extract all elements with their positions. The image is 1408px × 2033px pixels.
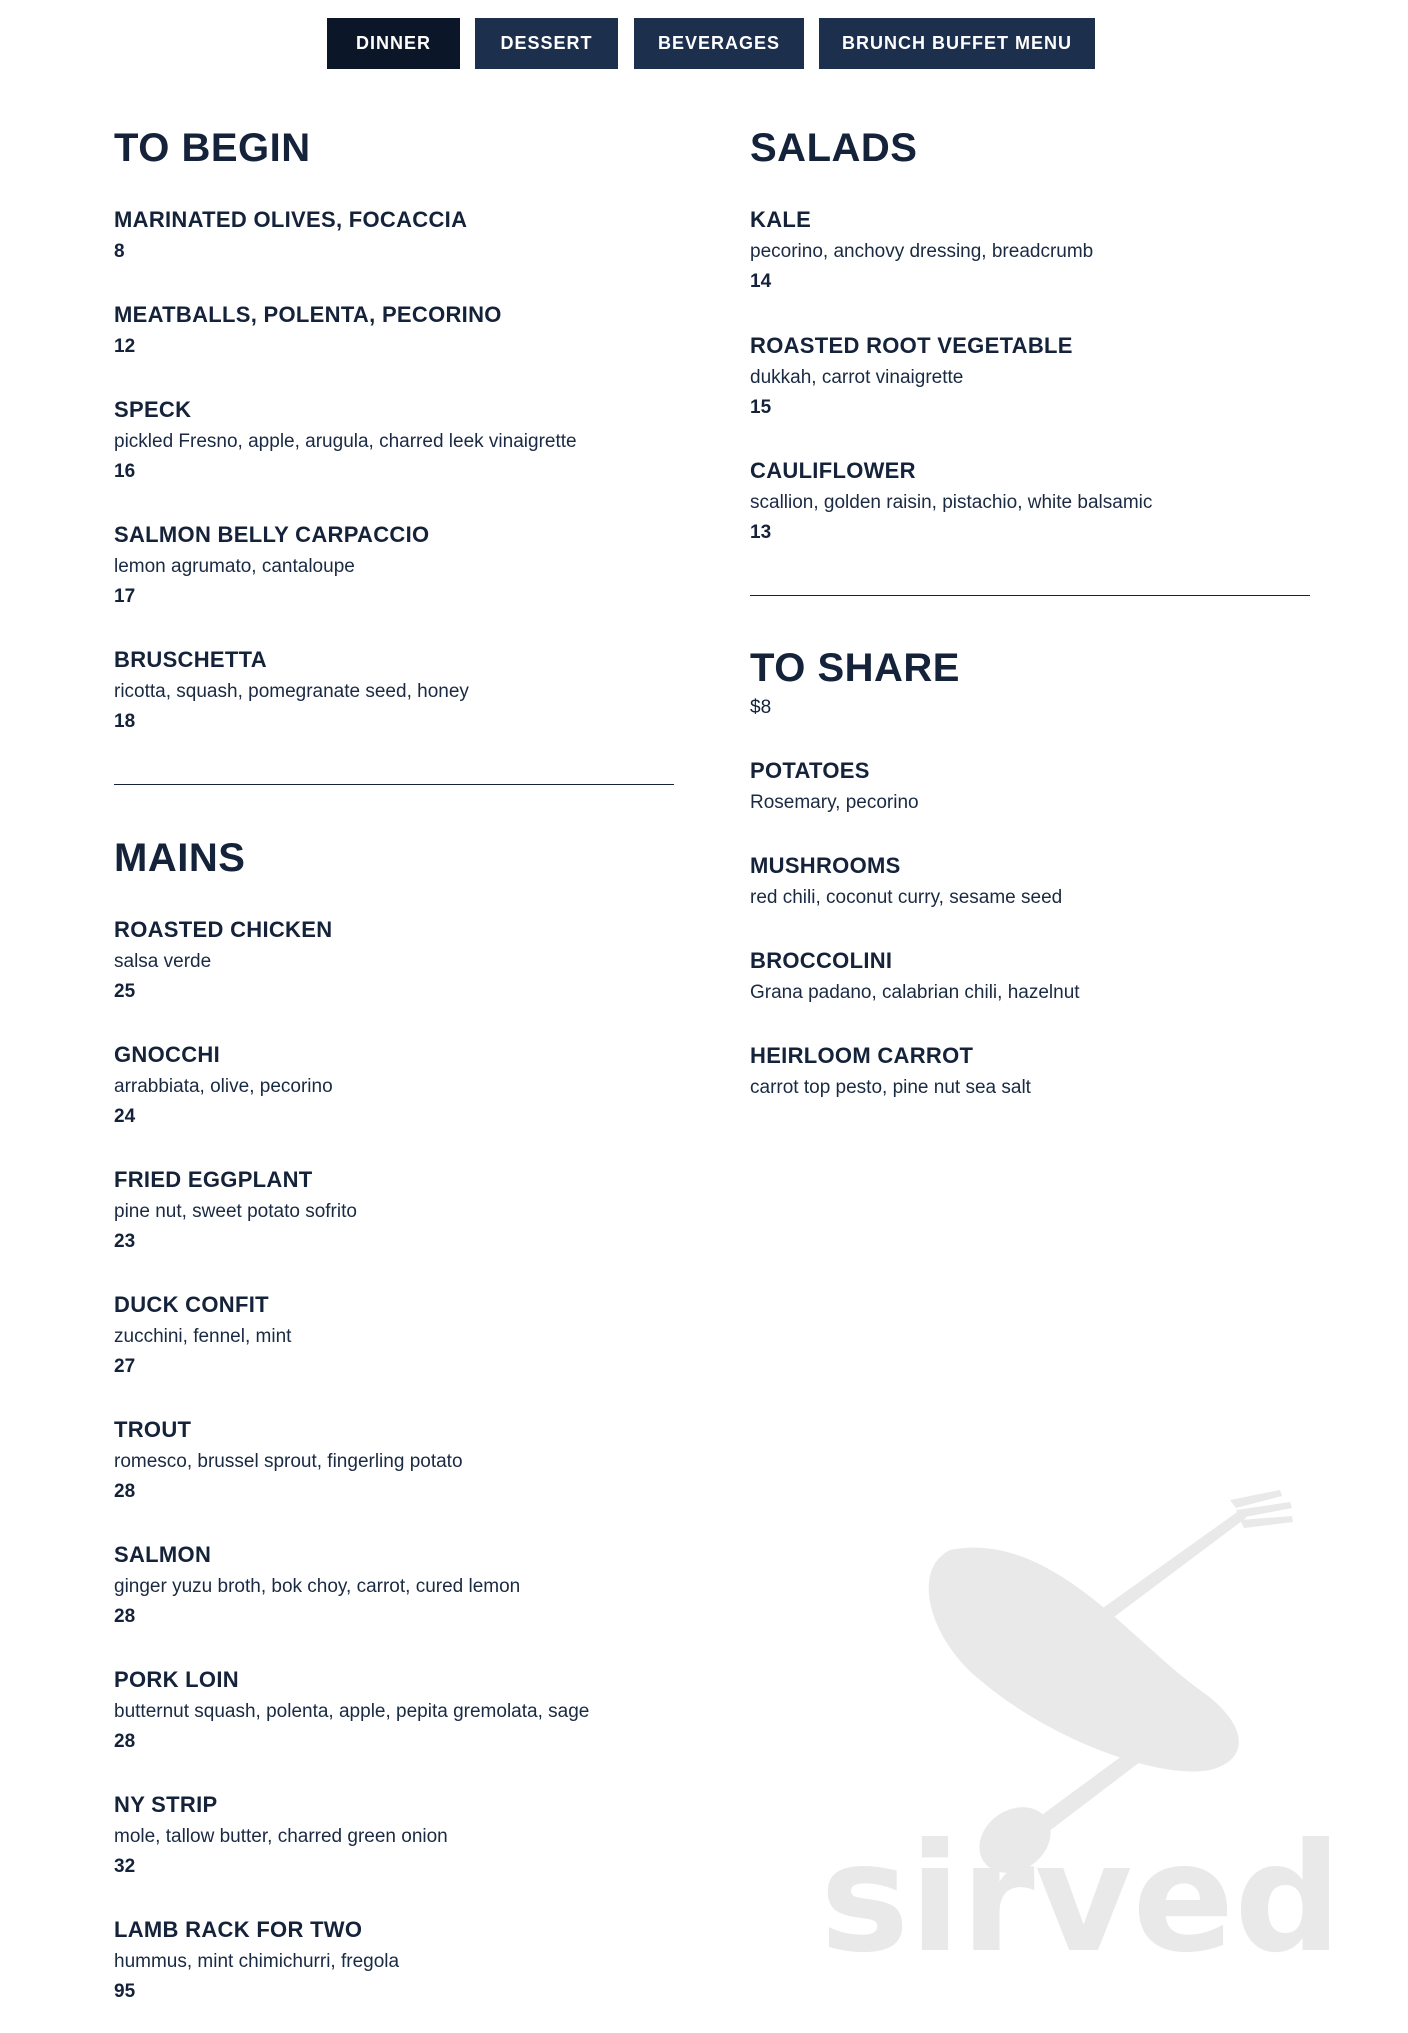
item-price: 25 (114, 981, 136, 1002)
menu-item (114, 301, 502, 359)
item-description: romesco, brussel sprout, fingerling potato (114, 1451, 463, 1472)
item-price: 18 (114, 711, 136, 732)
menu-item (750, 332, 1073, 420)
item-description: dukkah, carrot vinaigrette (750, 367, 964, 388)
item-price: 23 (114, 1231, 136, 1252)
item-name: SALMON BELLY CARPACCIO (114, 522, 430, 547)
item-price: 95 (114, 1981, 136, 2002)
menu-item (114, 916, 332, 1004)
item-price: 17 (114, 586, 136, 607)
item-description: Rosemary, pecorino (750, 792, 919, 813)
item-price: 32 (114, 1856, 136, 1877)
item-name: ROASTED CHICKEN (114, 917, 333, 942)
item-price: 28 (114, 1606, 136, 1627)
item-price: 8 (114, 241, 125, 262)
section-divider (750, 595, 1310, 596)
item-price: 24 (114, 1106, 136, 1127)
section-title-salads: SALADS (750, 126, 918, 170)
item-description: carrot top pesto, pine nut sea salt (750, 1077, 1031, 1098)
item-price: 14 (750, 271, 772, 292)
item-description: lemon agrumato, cantaloupe (114, 556, 355, 577)
item-name: POTATOES (750, 758, 870, 783)
sirved-watermark (800, 1490, 1370, 1970)
item-name: ROASTED ROOT VEGETABLE (750, 333, 1073, 358)
menu-item (114, 1541, 520, 1629)
menu-item (750, 852, 1062, 910)
tab-dessert[interactable]: DESSERT (475, 18, 618, 69)
fork-spoon-icon (800, 1490, 1370, 1970)
menu-item (114, 1041, 333, 1129)
menu-item (750, 1042, 1031, 1100)
item-description: pecorino, anchovy dressing, breadcrumb (750, 241, 1094, 262)
item-description: pickled Fresno, apple, arugula, charred leek vinaigrette (114, 431, 577, 452)
item-description: scallion, golden raisin, pistachio, white balsamic (750, 492, 1153, 513)
section-title-to-share: TO SHARE (750, 646, 960, 690)
item-name: KALE (750, 207, 812, 232)
item-name: CAULIFLOWER (750, 458, 916, 483)
item-name: TROUT (114, 1417, 192, 1442)
watermark-wordmark: sirved (820, 1812, 1342, 1970)
item-name: SPECK (114, 397, 192, 422)
tab-brunch-buffet-menu[interactable]: BRUNCH BUFFET MENU (819, 18, 1095, 69)
menu-item (114, 1916, 399, 2004)
menu-item (750, 757, 919, 815)
item-name: SALMON (114, 1542, 212, 1567)
menu-item (114, 1291, 291, 1379)
item-description: hummus, mint chimichurri, fregola (114, 1951, 400, 1972)
item-description: ginger yuzu broth, bok choy, carrot, cured lemon (114, 1576, 521, 1597)
item-price: 28 (114, 1481, 136, 1502)
item-description: Grana padano, calabrian chili, hazelnut (750, 982, 1080, 1003)
menu-item (750, 457, 1152, 545)
menu-item (114, 396, 577, 484)
menu-item (114, 521, 429, 609)
tab-beverages[interactable]: BEVERAGES (634, 18, 804, 69)
item-description: mole, tallow butter, charred green onion (114, 1826, 448, 1847)
item-description: red chili, coconut curry, sesame seed (750, 887, 1063, 908)
item-name: FRIED EGGPLANT (114, 1167, 313, 1192)
section-title-to-begin: TO BEGIN (114, 126, 311, 170)
item-price: 28 (114, 1731, 136, 1752)
item-price: 15 (750, 397, 772, 418)
item-description: salsa verde (114, 951, 212, 972)
item-price: 12 (114, 336, 136, 357)
item-description: ricotta, squash, pomegranate seed, honey (114, 681, 469, 702)
item-price: 27 (114, 1356, 136, 1377)
item-name: PORK LOIN (114, 1667, 239, 1692)
section-price-note: $8 (750, 697, 772, 718)
item-name: BROCCOLINI (750, 948, 893, 973)
tab-dinner[interactable]: DINNER (327, 18, 460, 69)
menu-item (114, 206, 467, 264)
item-name: MUSHROOMS (750, 853, 901, 878)
menu-item (750, 947, 1080, 1005)
item-name: LAMB RACK FOR TWO (114, 1917, 363, 1942)
item-description: arrabbiata, olive, pecorino (114, 1076, 333, 1097)
menu-item (114, 1666, 589, 1754)
item-description: zucchini, fennel, mint (114, 1326, 292, 1347)
item-name: MARINATED OLIVES, FOCACCIA (114, 207, 468, 232)
item-name: DUCK CONFIT (114, 1292, 269, 1317)
section-title-mains: MAINS (114, 836, 246, 880)
section-divider (114, 784, 674, 785)
menu-item (114, 1166, 357, 1254)
menu-tabs (0, 18, 1408, 69)
item-name: GNOCCHI (114, 1042, 220, 1067)
item-name: HEIRLOOM CARROT (750, 1043, 974, 1068)
menu-item (114, 646, 469, 734)
menu-item (114, 1416, 463, 1504)
menu-item (750, 206, 1093, 294)
item-description: butternut squash, polenta, apple, pepita gremolata, sage (114, 1701, 590, 1722)
item-name: BRUSCHETTA (114, 647, 267, 672)
menu-item (114, 1791, 448, 1879)
item-price: 16 (114, 461, 136, 482)
item-description: pine nut, sweet potato sofrito (114, 1201, 357, 1222)
item-price: 13 (750, 522, 772, 543)
item-name: NY STRIP (114, 1792, 218, 1817)
item-name: MEATBALLS, POLENTA, PECORINO (114, 302, 502, 327)
